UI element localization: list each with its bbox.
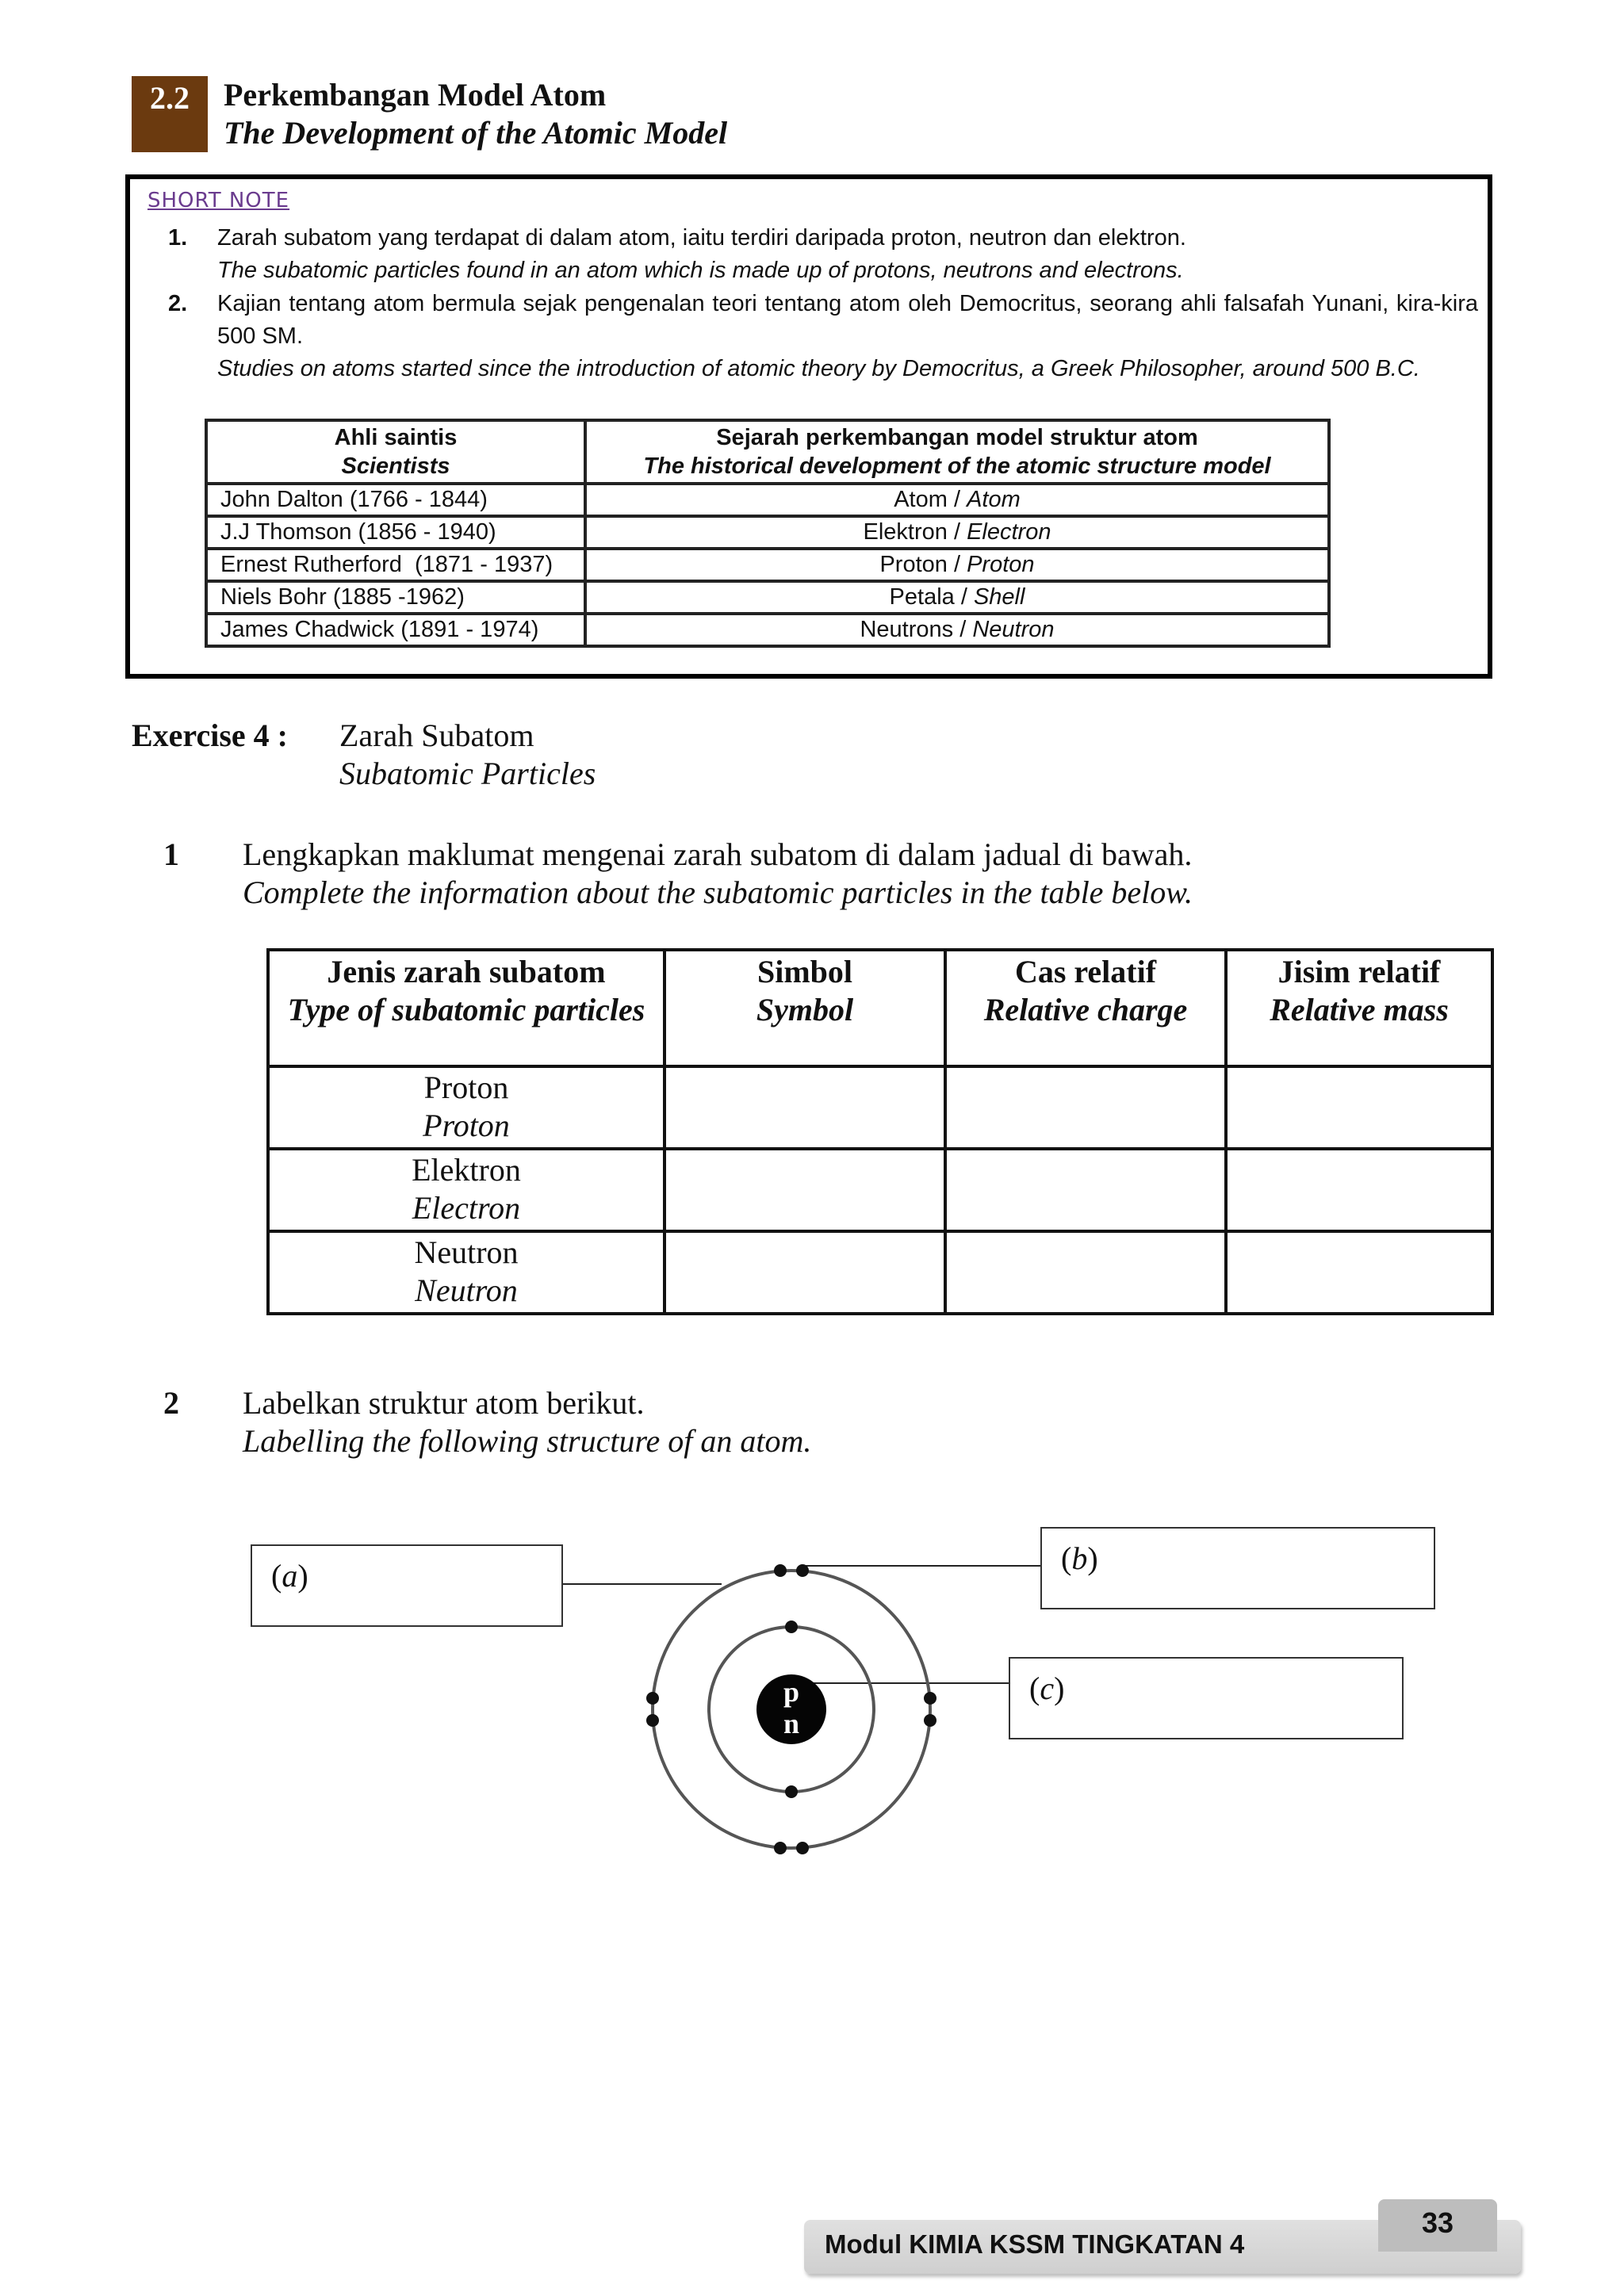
label-c-text: (c) — [1029, 1670, 1065, 1706]
question-2-en: Labelling the following structure of an atom. — [243, 1423, 812, 1459]
nucleus-neutron-label: n — [783, 1708, 800, 1739]
scientist-name: J.J Thomson (1856 - 1940) — [206, 516, 585, 549]
electron — [646, 1714, 659, 1727]
particle-en: Electron — [412, 1190, 521, 1226]
section-number: 2.2 — [132, 76, 208, 152]
model-en: Proton — [967, 552, 1035, 577]
particle-ms: Neutron — [414, 1234, 519, 1270]
particle-en: Proton — [423, 1108, 510, 1143]
model-cell: Petala / Shell — [585, 581, 1329, 614]
electron — [796, 1842, 809, 1854]
exercise-label: Exercise 4 : — [132, 718, 288, 753]
particle-en: Neutron — [415, 1272, 518, 1308]
model-ms: Atom — [894, 487, 948, 512]
scientists-header-2-en: The historical development of the atomic structure model — [643, 453, 1271, 479]
header-type-ms: Jenis zarah subatom — [327, 954, 606, 989]
label-b-text: (b) — [1061, 1540, 1098, 1576]
electron — [774, 1842, 787, 1854]
electron — [924, 1692, 936, 1705]
exercise-title-ms: Zarah Subatom — [339, 718, 534, 753]
electron — [785, 1785, 798, 1798]
model-ms: Elektron — [863, 519, 948, 545]
model-en: Neutron — [972, 617, 1055, 642]
model-cell: Neutrons / Neutron — [585, 614, 1329, 646]
header-symbol-en: Symbol — [756, 992, 854, 1027]
header-type-en: Type of subatomic particles — [287, 992, 645, 1027]
note-item-2-ms: Kajian tentang atom bermula sejak pengenalan teori tentang atom oleh Democritus, seorang ahli falsafah Yunani, kira-kira 500 SM. — [217, 291, 1478, 349]
footer-text: Modul KIMIA KSSM TINGKATAN 4 — [825, 2229, 1245, 2259]
model-en: Atom — [967, 487, 1021, 512]
short-note-heading: SHORT NOTE — [147, 189, 290, 212]
label-a-letter: a — [282, 1558, 298, 1594]
note-item-1-en: The subatomic particles found in an atom which is made up of protons, neutrons and electrons. — [217, 258, 1184, 283]
model-en: Shell — [973, 584, 1025, 610]
question-1-ms: Lengkapkan maklumat mengenai zarah subatom di dalam jadual di bawah. — [243, 836, 1193, 872]
note-item-1-num: 1. — [168, 225, 188, 251]
page-number: 33 — [1378, 2199, 1497, 2252]
scientist-name: John Dalton (1766 - 1844) — [206, 484, 585, 516]
scientist-name: James Chadwick (1891 - 1974) — [206, 614, 585, 646]
electron — [774, 1564, 787, 1577]
particle-ms: Elektron — [412, 1152, 521, 1188]
model-cell: Elektron / Electron — [585, 516, 1329, 549]
electron — [785, 1621, 798, 1633]
electron — [924, 1714, 936, 1727]
model-en: Electron — [967, 519, 1051, 545]
note-item-2-en: Studies on atoms started since the introduction of atomic theory by Democritus, a Greek Philosopher, around 500 B.C. — [217, 356, 1420, 381]
model-ms: Petala — [889, 584, 955, 610]
header-mass-ms: Jisim relatif — [1277, 954, 1441, 989]
electron — [646, 1692, 659, 1705]
scientist-name: Ernest Rutherford (1871 - 1937) — [206, 549, 585, 581]
question-2-number: 2 — [163, 1385, 179, 1421]
nucleus-proton-label: p — [783, 1676, 800, 1708]
header-charge-en: Relative charge — [983, 992, 1188, 1027]
note-item-1-ms: Zarah subatom yang terdapat di dalam atom, iaitu terdiri daripada proton, neutron dan elektron. — [217, 225, 1186, 251]
label-box-b[interactable] — [1040, 1527, 1435, 1609]
label-c-letter: c — [1040, 1670, 1055, 1706]
particle-ms: Proton — [423, 1070, 509, 1105]
header-mass-en: Relative mass — [1270, 992, 1449, 1027]
electron — [796, 1564, 809, 1577]
header-charge-ms: Cas relatif — [1014, 954, 1157, 989]
scientist-name: Niels Bohr (1885 -1962) — [206, 581, 585, 614]
model-ms: Proton — [879, 552, 948, 577]
model-cell: Proton / Proton — [585, 549, 1329, 581]
exercise-title-en: Subatomic Particles — [339, 756, 596, 791]
question-1-en: Complete the information about the subatomic particles in the table below. — [243, 874, 1193, 910]
note-item-2-num: 2. — [168, 291, 188, 316]
question-2-ms: Labelkan struktur atom berikut. — [243, 1385, 645, 1421]
scientists-header-1-en: Scientists — [341, 453, 450, 479]
section-title-en: The Development of the Atomic Model — [224, 115, 728, 151]
question-1-number: 1 — [163, 836, 179, 872]
label-box-a[interactable] — [251, 1544, 563, 1627]
section-title-ms: Perkembangan Model Atom — [224, 77, 607, 113]
header-symbol-ms: Simbol — [756, 954, 853, 989]
label-b-letter: b — [1071, 1540, 1088, 1576]
scientists-header-2-ms: Sejarah perkembangan model struktur atom — [716, 425, 1198, 450]
model-cell: Atom / Atom — [585, 484, 1329, 516]
label-box-c[interactable] — [1009, 1657, 1404, 1739]
scientists-header-1-ms: Ahli saintis — [334, 425, 458, 450]
model-ms: Neutrons — [860, 617, 954, 642]
label-a-text: (a) — [271, 1558, 308, 1594]
